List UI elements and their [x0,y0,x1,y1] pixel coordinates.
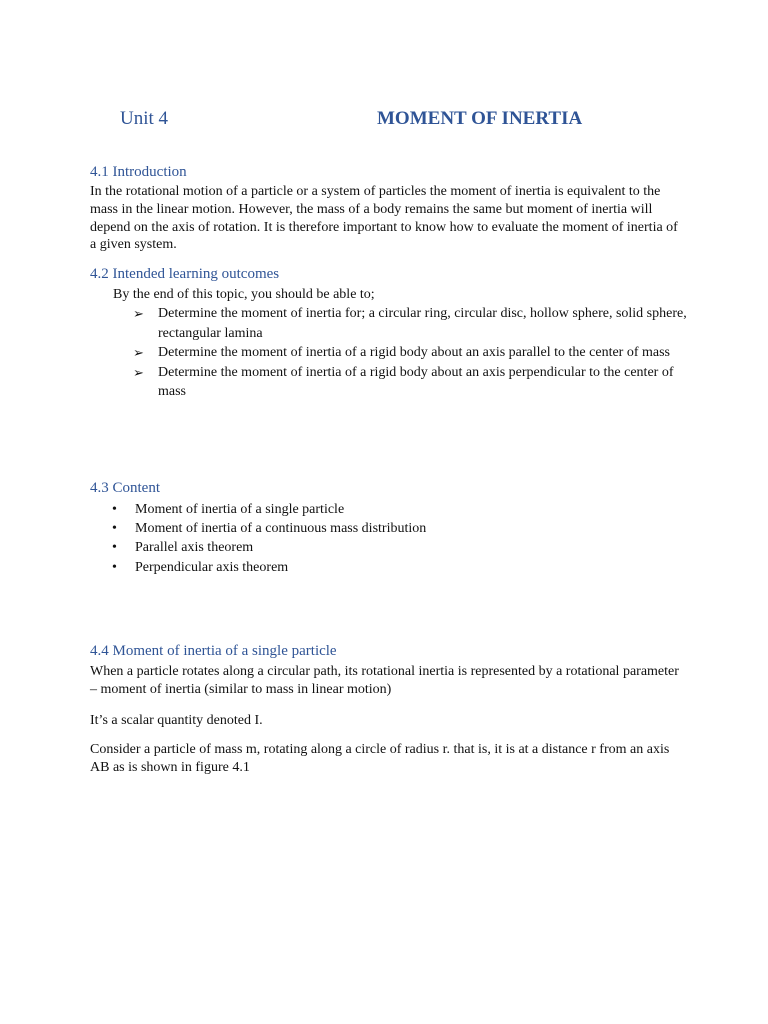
list-item-text: Determine the moment of inertia of a rigid body about an axis perpendicular to the center of mass [158,364,674,399]
introduction-paragraph: In the rotational motion of a particle or a system of particles the moment of inertia is equivalent to the mass in the linear motion. However, the mass of a body remains the same but moment of inertia will depend on the axis of rotation. It is therefore important to know how to evaluate the moment of inertia of a given system. [90,184,678,253]
list-item [133,304,693,343]
list-item [112,558,612,577]
bullet-icon: • [112,502,117,517]
list-item-text: Determine the moment of inertia of a rigid body about an axis parallel to the center of mass [158,345,670,360]
list-item-text: Moment of inertia of a continuous mass distribution [135,521,427,537]
bullet-icon: • [112,559,117,575]
list-item-text: Moment of inertia of a single particle [135,502,345,517]
learning-outcomes-list [133,304,693,402]
bullet-icon: • [112,540,117,556]
title-row [0,108,768,134]
section-heading-single-particle: 4.4 Moment of inertia of a single particle [90,643,337,659]
arrow-bullet-icon: ➢ [133,345,144,360]
list-item-text: Determine the moment of inertia for; a circular ring, circular disc, hollow sphere, solid sphere, rectangular lamina [158,306,687,341]
single-particle-paragraph-3: Consider a particle of mass m, rotating along a circle of radius r. that is, it is at a distance r from an axis AB as is shown in figure 4.1 [90,742,670,775]
single-particle-paragraph-1: When a particle rotates along a circular path, its rotational inertia is represented by a rotational parameter – moment of inertia (similar to mass in linear motion) [90,664,679,697]
list-item [112,519,612,538]
single-particle-paragraph-2: It’s a scalar quantity denoted I. [90,713,263,728]
list-item-text: Perpendicular axis theorem [135,559,289,575]
arrow-bullet-icon: ➢ [133,364,144,380]
list-item [112,500,612,519]
list-item-text: Parallel axis theorem [135,540,254,556]
bullet-icon: • [112,521,117,537]
unit-label: Unit 4 [120,108,169,129]
section-heading-introduction: 4.1 Introduction [90,164,187,180]
learning-outcomes-intro: By the end of this topic, you should be able to; [113,287,375,302]
list-item [133,363,693,402]
content-list [112,500,612,577]
section-heading-learning-outcomes: 4.2 Intended learning outcomes [90,266,280,282]
arrow-bullet-icon: ➢ [133,306,144,321]
unit-title: MOMENT OF INERTIA [377,108,583,129]
list-item [112,538,612,557]
list-item [133,343,693,363]
section-heading-content: 4.3 Content [90,480,160,496]
